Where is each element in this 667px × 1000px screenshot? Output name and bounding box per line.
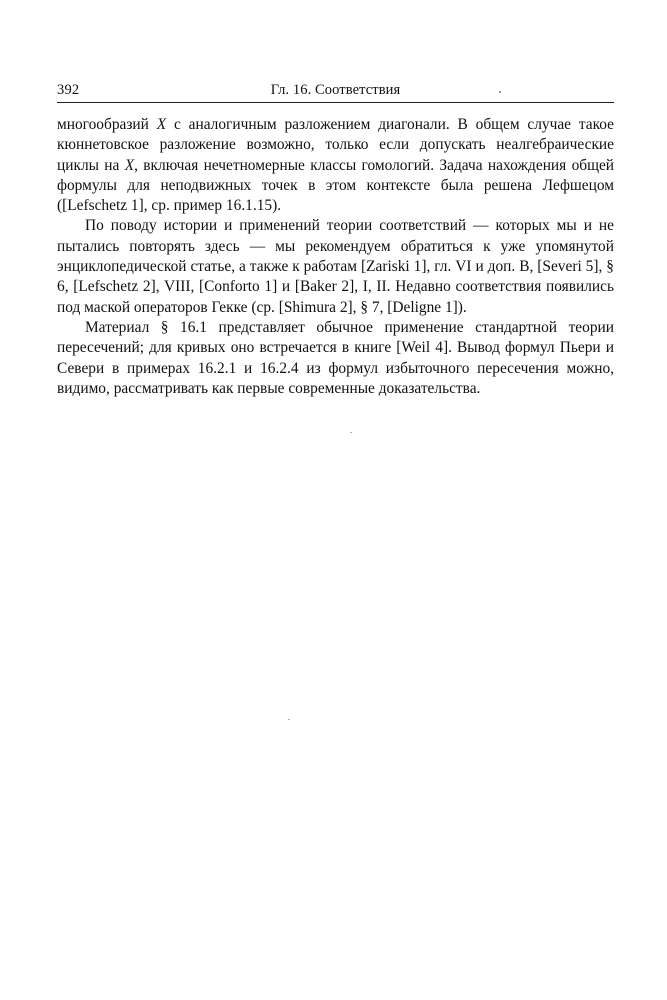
- math-variable-x: X: [124, 156, 135, 174]
- math-variable-x: X: [156, 116, 167, 133]
- paragraph-text-part: многообразий: [57, 116, 157, 133]
- paragraph-history: По поводу истории и применений теории соответствий — которых мы и не пытались повторять здесь — мы рекомендуем обратиться к уже упомянутой энциклопедической статье, а также к работам [Zariski 1], гл. VI и доп. B, [Severi 5], § 6, [Lefschetz 2], VIII, [Conforto 1] и [Baker 2], I, II. Недавно соответствия появились под маской операторов Гекке (ср. [Shimura 2], § 7, [Deligne 1]).: [57, 217, 614, 316]
- page-number: 392: [57, 82, 80, 98]
- paragraph-continuation: [57, 115, 614, 216]
- print-speck: [288, 719, 290, 720]
- paragraph-text-part: , включая нечетномерные классы гомологий. Задача нахождения общей формулы для неподвижных точек в этом контексте была решена Лефшецом ([Lefschetz 1], ср. пример 16.1.15).: [57, 156, 615, 215]
- paragraph-material: Материал § 16.1 представляет обычное применение стандартной теории пересечений; для кривых оно встречается в книге [Weil 4]. Вывод формул Пьери и Севери в примерах 16.2.1 и 16.2.4 из формул избыточного пересечения можно, видимо, рассматривать как первые современные доказательства.: [57, 318, 614, 397]
- paragraph-text-part: с аналогичным разложением диагонали. В общем случае такое кюннетовское разложение возможно, только если допускать неалгебраические циклы на: [57, 116, 614, 174]
- body-text: [57, 115, 614, 399]
- chapter-title: Гл. 16. Соответствия: [270, 82, 401, 98]
- print-speck: [350, 432, 352, 433]
- print-speck: [499, 91, 501, 93]
- running-header: [57, 80, 614, 103]
